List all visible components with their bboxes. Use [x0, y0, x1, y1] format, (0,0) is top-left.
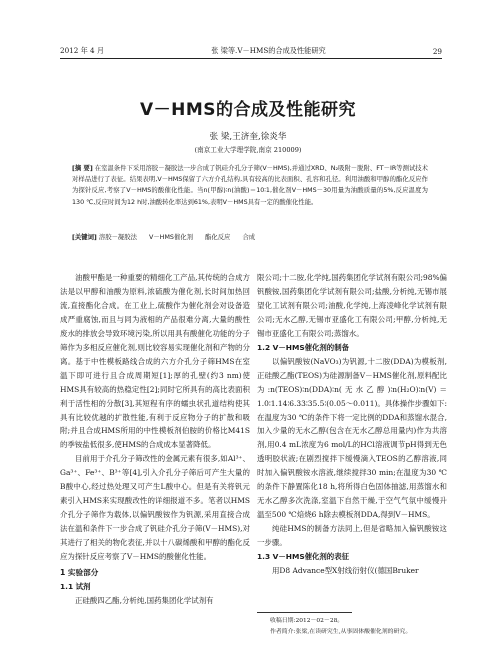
keyword: 溶胶－凝胶法 — [98, 234, 137, 241]
right-column — [257, 271, 447, 578]
footnote-author-bio: 作者简介:张梁,在读研究生,从事固体酸催化剂的研究。 — [270, 629, 412, 635]
subsection-heading: 1.2 V－HMS催化剂的制备 — [257, 342, 349, 352]
abstract-label: [摘 要] — [72, 165, 93, 172]
keyword: V－HMS催化剂 — [148, 234, 193, 241]
body-paragraph: 用D8 Advance型X射线衍射仪(德国Bruker — [272, 566, 419, 576]
keywords-label: [关键词] — [72, 234, 97, 241]
subsection-heading: 1.3 V－HMS催化剂的表征 — [257, 552, 349, 562]
abstract-text: 在室温条件下采用溶胶－凝胶法一步合成了钒硅介孔分子筛(V－HMS),并通过XRD、N₂吸附－脱附、FT－IR等测试技术对样品进行了表征。结果表明,V－HMS保留了六方介孔结构,具有较高的比表面积、孔容和孔径。利用油酸和甲醇的酯化反应作为探针反应,考察了V－HMS的酸催化性能。当n(甲醇)∶n(油酸)＝10∶1,催化剂V－HMS－30用量为油酸质量的5%,反应温度为130 ℃,反应时间为12 h时,油酸转化率达到61%,表明V－HMS具有一定的酸催化性能。 — [72, 165, 428, 206]
authors: 张 梁,王济奎,徐炎华 — [209, 132, 287, 142]
abstract — [72, 163, 428, 208]
keyword: 合成 — [242, 234, 256, 241]
page-number: 29 — [432, 47, 442, 56]
keywords — [72, 232, 428, 243]
body-paragraph: 纯硅HMS的制备方法同上,但是省略加入偏钒酸铵这一步骤。 — [257, 524, 447, 548]
header-article-title: 张 梁等.V－HMS的合成及性能研究 — [211, 46, 326, 55]
header-date: 2012 年 4 月 — [60, 46, 105, 55]
article-title: V－HMS的合成及性能研究 — [139, 100, 357, 120]
body-paragraph: 正硅酸四乙酯,分析纯,国药集团化学试剂有 — [75, 595, 214, 605]
body-paragraph: 以偏钒酸铵(NaVO₃)为钒源,十二胺(DDA)为模板剂,正硅酸乙酯(TEOS)为硅源制备V－HMS催化剂,原料配比为:n(TEOS)∶n(DDA)∶n(无水乙醇)∶n(H₂O)∶n(V)＝1.0∶1.14∶6.33∶35.5∶(0.05～0.011)。具体操作步骤如下:在温度为30 ℃的条件下将一定比例的DDA和蒸馏水混合,加入少量的无水乙醇(包含在无水乙醇总用量内)作为共溶剂,用0.4 mL浓度为6 mol/L的HCl溶液调节pH得到无色透明胶状液;在剧烈搅拌下缓慢滴入TEOS的乙醇溶液,同时加入偏钒酸铵水溶液,继续搅拌30 min;在温度为30 ℃的条件下静置陈化18 h,将所得白色固体抽滤,用蒸馏水和无水乙醇多次洗涤,室温下自然干燥,于空气气氛中缓慢升温至500 ℃焙烧6 h除去模板剂DDA,得到V－HMS。 — [257, 356, 447, 520]
body-paragraph: 目前用于介孔分子筛改性的金属元素有很多,如Al³⁺、Ga³⁺、Fe³⁺、B³⁺等[4],引入介孔分子筛后可产生大量的B酸中心,经过热处理又可产生L酸中心。但是有关将钒元素引入HMS来实现酸改性的详细报道不多。笔者以HMS介孔分子筛作为载体,以偏钒酸铵作为钒源,采用直接合成法在温和条件下一步合成了钒硅介孔分子筛(V－HMS),对其进行了相关的物化表征,并以十八碳烯酸和甲醇的酯化反应为探针反应考察了V－HMS的酸催化性能。 — [60, 454, 250, 562]
body-paragraph: 油酸甲酯是一种重要的精细化工产品,其传统的合成方法是以甲醇和油酸为原料,浓硫酸为催化剂,长时间加热回流,直接酯化合成。在工业上,硫酸作为催化剂会对设备造成严重腐蚀,而且与同为液相的产品很难分离,大量的酸性废水的排放会导致环境污染,所以用具有酸催化功能的分子筛作为多相反应催化剂,则比较容易实现催化剂和产物的分离。基于中性模板路线合成的六方介孔分子筛HMS在室温下即可进行且合成周期短[1];厚的孔壁(约3 nm)使HMS具有较高的热稳定性[2];同时它所具有的高比表面积利于活性相的分散[3],其短程有序的蠕虫状孔道结构使其具有比较优越的扩散性能,有利于反应物分子的扩散和吸附;并且合成HMS所用的中性模板剂伯胺的价格比M41S的季铵盐低很多,使HMS的合成成本显著降低。 — [60, 273, 250, 450]
keyword: 酯化反应 — [205, 234, 231, 241]
affiliation: (南京工业大学理学院,南京 210009) — [194, 146, 302, 154]
running-header — [60, 44, 442, 56]
section-heading: 1 实验部分 — [60, 568, 99, 578]
header-rule — [60, 58, 442, 59]
footnote-rule — [257, 612, 352, 613]
subsection-heading: 1.1 试剂 — [60, 581, 91, 591]
left-column — [60, 271, 250, 608]
footnote-received: 收稿日期:2012－02－28。 — [270, 618, 344, 624]
body-paragraph: 限公司;十二胺,化学纯,国药集团化学试剂有限公司;98%偏钒酸铵,国药集团化学试剂有限公司;盐酸,分析纯,无锡市展望化工试剂有限公司;油酸,化学纯,上海凌峰化学试剂有限公司;无水乙醇,无锡市亚盛化工有限公司;甲醇,分析纯,无锡市亚盛化工有限公司;蒸馏水。 — [257, 273, 447, 338]
